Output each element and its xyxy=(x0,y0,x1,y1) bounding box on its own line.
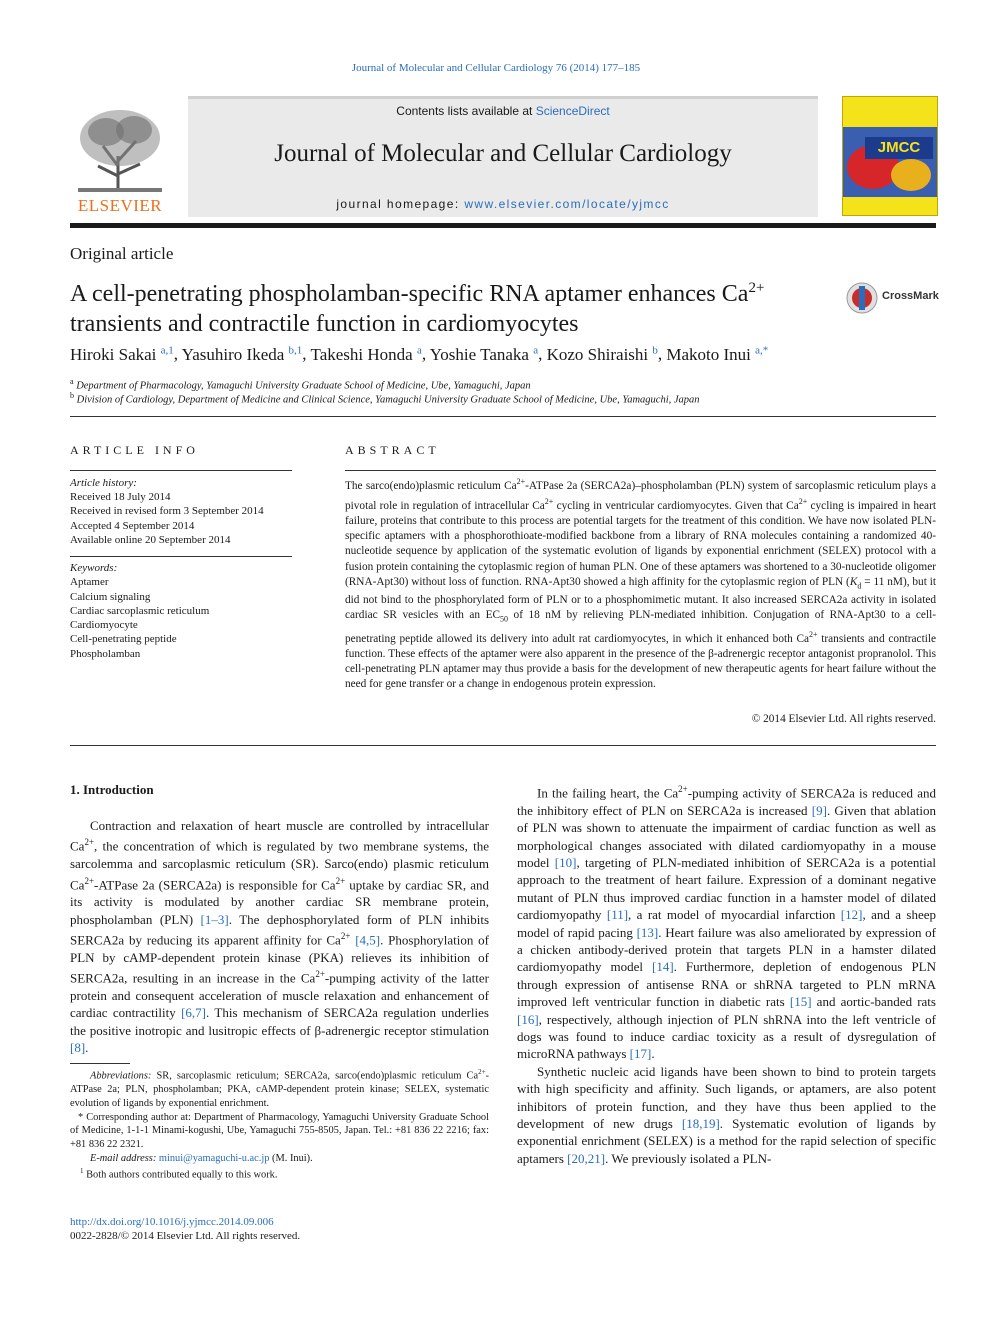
superscript: 2+ xyxy=(335,875,346,886)
paragraph xyxy=(70,817,489,1057)
body-text: uptake by cardiac SR, and its activity is modulated by another cardiac SR membrane protein, phospholamban (PLN) xyxy=(70,876,489,927)
divider xyxy=(70,470,292,471)
corresponding-author-footnote: * Corresponding author at: Department of Pharmacology, Yamaguchi University Graduate School of Medicine, 1-1-1 Minami-kogushi, Ube, Yamaguchi 755-8505, Japan. Tel.: +81 836 22 2216; fax: +81 836 22 2321. xyxy=(70,1111,489,1150)
title-superscript: 2+ xyxy=(748,280,765,296)
history-revised: Received in revised form 3 September 2014 xyxy=(70,505,264,518)
journal-cover-thumbnail[interactable] xyxy=(842,96,938,216)
author-2[interactable]: Yasuhiro Ikeda $^{b,1}$ xyxy=(181,344,303,364)
paragraph xyxy=(517,1063,936,1167)
history-received: Received 18 July 2014 xyxy=(70,491,171,504)
superscript: 2+ xyxy=(340,931,351,942)
issn-line: 0022-2828/© 2014 Elsevier Ltd. All rights reserved. xyxy=(70,1230,301,1242)
doi-link[interactable]: http://dx.doi.org/10.1016/j.yjmcc.2014.09.006 xyxy=(70,1216,274,1228)
body-text: , and a sheep model of rapid pacing xyxy=(517,907,937,940)
footnotes xyxy=(70,1066,489,1183)
article-info-heading: ARTICLE INFO xyxy=(70,443,199,457)
citation-link[interactable]: [6,7] xyxy=(181,1005,207,1021)
header-rule xyxy=(70,223,936,228)
affiliation-a: $^a$ Department of Pharmacology, Yamaguchi University Graduate School of Medicine, Ube, Yamaguchi, Japan xyxy=(70,377,531,392)
citation-link[interactable]: [1–3] xyxy=(200,911,229,927)
superscript: 2+ xyxy=(84,837,95,848)
cover-badge: JMCC xyxy=(865,137,933,159)
keywords xyxy=(70,561,292,661)
contents-line xyxy=(188,104,818,118)
author-list: Hiroki Sakai $^{a,1}$, Yasuhiro Ikeda $^{b,1}$, Takeshi Honda $^a$, Yoshie Tanaka $^a$, Kozo Shiraishi $^b$, Makoto Inui $^{a,*}$ xyxy=(70,344,769,364)
body-text: . Furthermore, depletion of endogenous PLN through expression of antisense RNA or shRNA targeted to PLN mRNA improved left ventricular function in diabetic rats xyxy=(517,959,937,1010)
homepage-prefix: journal homepage: xyxy=(336,197,465,211)
body-text: . Systematic evolution of ligands by exponential enrichment (SELEX) is a method for the rapid selection of specific aptamers xyxy=(517,1116,936,1166)
copyright-notice: © 2014 Elsevier Ltd. All rights reserved. xyxy=(751,713,936,725)
citation-link[interactable]: [18,19] xyxy=(681,1116,720,1132)
citation-link[interactable]: [8] xyxy=(70,1040,86,1056)
footnote-rule xyxy=(70,1063,130,1064)
author-1[interactable]: Hiroki Sakai $^{a,1}$ xyxy=(70,344,174,364)
citation-link[interactable]: [20,21] xyxy=(567,1150,606,1166)
citation-link[interactable]: [9] xyxy=(811,802,827,818)
body-text: . xyxy=(85,1040,89,1056)
author-3[interactable]: Takeshi Honda $^a$ xyxy=(310,344,422,364)
body-column-left xyxy=(70,817,489,1057)
body-text: , the concentration of which is regulated by two membrane systems, the sarcolemma and sarcoplasmic reticulum (SR). Sarco(endo) plasmic reticulum Ca xyxy=(70,838,489,892)
keyword: Cell-penetrating peptide xyxy=(70,633,177,646)
author-6[interactable]: Makoto Inui $^{a,*}$ xyxy=(666,344,769,364)
abstract-text: The sarco(endo)plasmic reticulum $Ca^{2+}$-ATPase 2a (SERCA2a)–phospholamban (PLN) system of sarcoplasmic reticulum plays a pivotal role in regulation of intracellular $Ca^{2+}$ cycling in ventricular cardiomyocytes. Given that $Ca^{2+}$ cycling is impaired in heart failure, proteins that contribute to this process are potential targets for the treatment of this condition. We have now isolated PLN-specific aptamers with a phosphorothioate-modified backbone from a library of RNA molecules containing a randomized 40-nucleotide sequence by application of the systematic evolution of ligands by exponential enrichment (SELEX) protocol with a fusion protein containing the cytoplasmic region of human PLN. One of these aptamers was shortened to a 30-nucleotide oligomer (RNA-Apt30) without loss of function. RNA-Apt30 showed a high affinity for the cytoplasmic region of PLN ($K_d = 11$ nM), but it did not bind to the phosphorylated form of PLN or to a phosphomimetic mutant. It also increased SERCA2a activity in isolated cardiac SR vesicles with an $EC_{50}$ of 18 nM by relieving PLN-mediated inhibition. Conjugation of RNA-Apt30 to a cell-penetrating peptide allowed its delivery into adult rat cardiomyocytes, in which it enhanced both $Ca^{2+}$ transients and contractile function. These effects of the aptamer were also apparent in the presence of the β-adrenergic receptor antagonist propranolol. This cell-penetrating PLN aptamer may thus provide a basis for the development of new therapeutic agents for heart failure without the need for gene transfer or a change in endogenous protein expression. xyxy=(345,477,936,691)
history-accepted: Accepted 4 September 2014 xyxy=(70,519,195,532)
keyword: Cardiomyocyte xyxy=(70,619,138,632)
author-4[interactable]: Yoshie Tanaka $^a$ xyxy=(429,344,539,364)
body-text: Synthetic nucleic acid ligands have been shown to bind to protein targets with high specificity and affinity. Such ligands, or aptamers, are also potent inhibitors of protein function, and they have thus been applied to the development of new drugs xyxy=(517,1063,936,1132)
keyword: Calcium signaling xyxy=(70,590,151,603)
email-link[interactable]: minui@yamaguchi-u.ac.jp xyxy=(158,1152,270,1164)
homepage-link[interactable]: www.elsevier.com/locate/yjmcc xyxy=(464,197,670,211)
body-text: . Phosphorylation of PLN by cAMP-dependent protein kinase (PKA) relieves its inhibition of SERCA2a, resulting in an increase in the Ca xyxy=(70,932,489,986)
paragraph xyxy=(517,781,936,1063)
body-text: . We previously isolated a PLN- xyxy=(605,1150,772,1166)
publisher-name: ELSEVIER xyxy=(77,196,163,215)
citation-link[interactable]: [11] xyxy=(606,907,629,923)
article-title xyxy=(70,273,810,339)
body-text: -pumping activity of the latter protein and consequent acceleration of muscle relaxation and enhancement of cardiac contractility xyxy=(70,970,489,1021)
citation-link[interactable]: [14] xyxy=(651,959,674,975)
body-text: In the failing heart, the Ca xyxy=(537,785,679,801)
divider xyxy=(70,745,936,746)
citation-link[interactable]: [10] xyxy=(554,854,577,870)
crossmark-badge[interactable] xyxy=(846,280,938,316)
body-text: and aortic-banded rats xyxy=(811,994,936,1010)
divider xyxy=(70,556,292,557)
keyword: Cardiac sarcoplasmic reticulum xyxy=(70,604,210,617)
body-text: . This mechanism of SERCA2a regulation underlies the positive inotropic and lusitropic effects of β-adrenergic receptor stimulation xyxy=(70,1005,489,1038)
citation-link[interactable]: [16] xyxy=(517,1011,539,1027)
abbreviations-footnote: Abbreviations: SR, sarcoplasmic reticulum; SERCA2a, sarco(endo)plasmic reticulum $Ca^{2+}$-ATPase 2a; PLN, phospholamban; PKA, cAMP-dependent protein kinase; SELEX, systematic evolution of ligands by exponential enrichment. xyxy=(70,1068,489,1109)
superscript: 2+ xyxy=(84,875,95,886)
title-line-2: transients and contractile function in cardiomyocytes xyxy=(70,311,579,337)
crossmark-label: CrossMark xyxy=(882,290,939,302)
citation-link[interactable]: [4,5] xyxy=(355,932,381,948)
history-online: Available online 20 September 2014 xyxy=(70,533,231,546)
journal-title: Journal of Molecular and Cellular Cardiology xyxy=(274,140,732,167)
keyword: Phospholamban xyxy=(70,647,141,660)
article-history xyxy=(70,476,292,547)
divider xyxy=(345,470,936,471)
equal-contribution-footnote: $^1$ Both authors contributed equally to this work. xyxy=(80,1167,278,1181)
body-text: , respectively, although injection of PLN shRNA into the left ventricle of dogs was found to induce cardiac toxicity as a result of dysregulation of microRNA pathways xyxy=(517,1011,936,1062)
abstract-heading: ABSTRACT xyxy=(345,443,440,457)
body-text: Contraction and relaxation of heart muscle are controlled by intracellular Ca xyxy=(70,818,489,854)
homepage-line xyxy=(188,197,818,211)
keywords-label: Keywords: xyxy=(70,562,118,574)
journal-reference[interactable]: Journal of Molecular and Cellular Cardiology 76 (2014) 177–185 xyxy=(351,62,641,74)
history-label: Article history: xyxy=(70,477,137,489)
affiliation-b: $^b$ Division of Cardiology, Department of Medicine and Clinical Science, Yamaguchi University Graduate School of Medicine, Ube, Yamaguchi, Japan xyxy=(70,391,700,406)
title-line-1: A cell-penetrating phospholamban-specific RNA aptamer enhances Ca xyxy=(70,281,749,307)
body-text: . xyxy=(651,1046,655,1062)
citation-link[interactable]: [13] xyxy=(636,924,659,940)
body-text: . Heart failure was also ameliorated by expression of a chicken antibody-derived protein that targets PLN in a hamster dilated cardiomyopathy model xyxy=(517,924,937,975)
body-text: . Given that ablation of PLN was shown to attenuate the impairment of cardiac function as well as morphological changes associated with dilated cardiomyopathy in a mouse model xyxy=(517,802,936,870)
email-footnote: E-mail address: minui@yamaguchi-u.ac.jp (M. Inui). xyxy=(90,1152,313,1164)
citation-link[interactable]: [17] xyxy=(629,1046,652,1062)
crossmark-icon xyxy=(846,280,878,316)
divider xyxy=(70,416,936,417)
section-heading: 1. Introduction xyxy=(70,782,154,797)
body-text: . The dephosphorylated form of PLN inhibits SERCA2a by reducing its apparent affinity for Ca xyxy=(70,911,490,948)
sciencedirect-link[interactable]: ScienceDirect xyxy=(535,104,610,118)
contents-prefix: Contents lists available at xyxy=(396,104,536,118)
body-column-right xyxy=(517,781,936,1167)
body-text: -ATPase 2a (SERCA2a) is responsible for Ca xyxy=(94,876,336,892)
citation-link[interactable]: [12] xyxy=(840,907,863,923)
keyword: Aptamer xyxy=(70,576,109,589)
article-type: Original article xyxy=(70,244,174,263)
body-text: , a rat model of myocardial infarction xyxy=(628,907,841,923)
body-text: -pumping activity of SERCA2a is reduced and the inhibitory effect of PLN on SERCA2a is increased xyxy=(517,785,936,818)
author-5[interactable]: Kozo Shiraishi $^b$ xyxy=(546,344,658,364)
citation-link[interactable]: [15] xyxy=(789,994,812,1010)
superscript: 2+ xyxy=(678,784,688,794)
superscript: 2+ xyxy=(315,969,325,980)
body-text: , targeting of PLN-mediated inhibition of SERCA2a is a potential approach to the treatment of heart failure. Expression of a dominant negative mutant of PLN thus improved cardiac function in a hamster model of dilated cardiomyopathy xyxy=(517,854,936,923)
